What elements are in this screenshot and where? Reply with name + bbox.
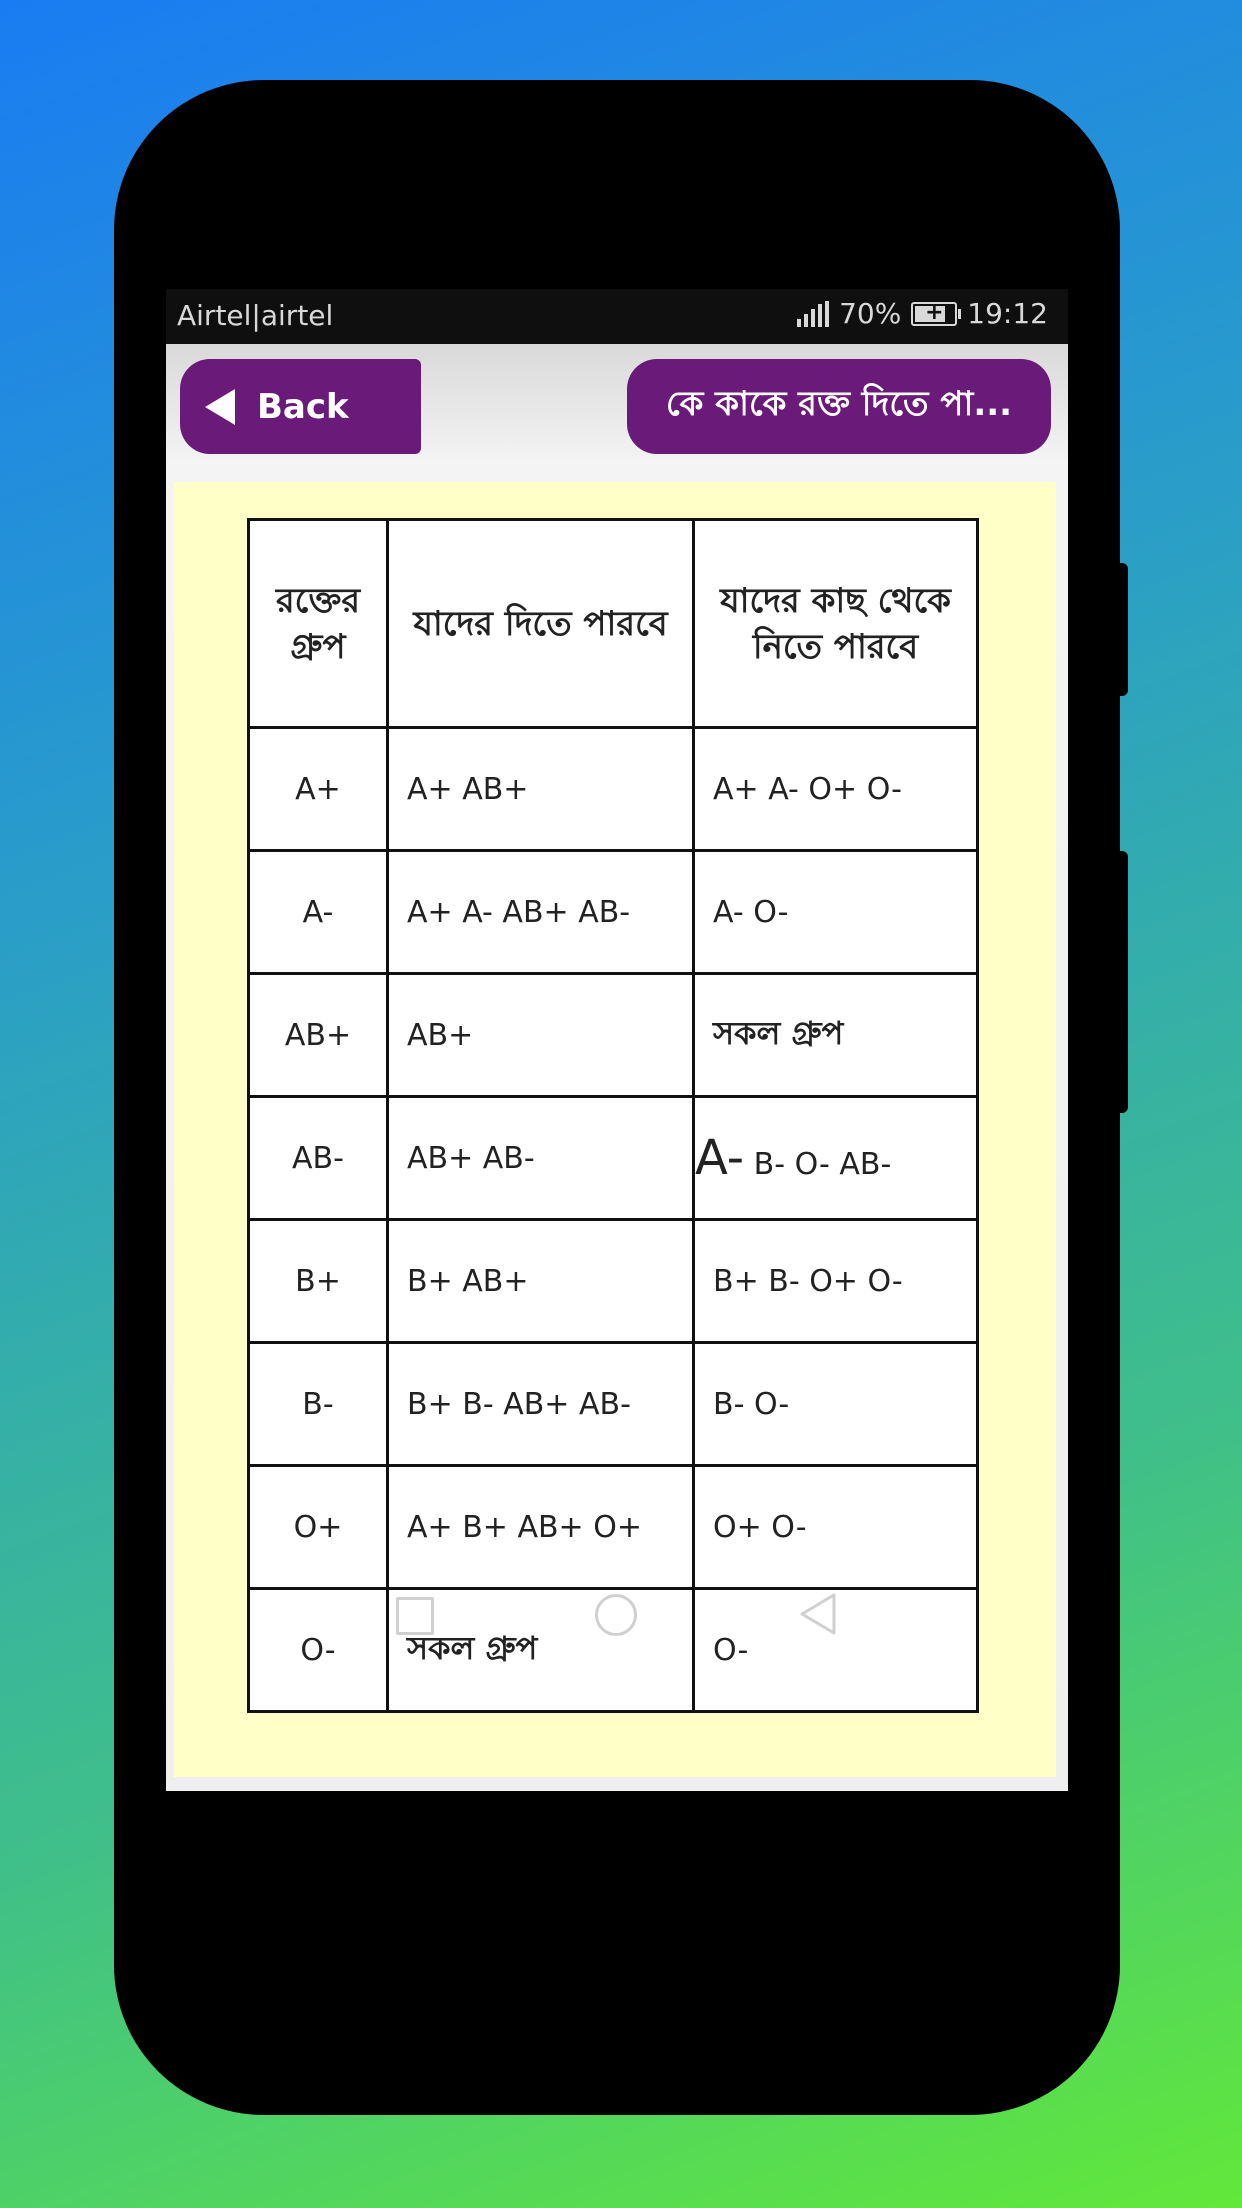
circle-icon[interactable] [595,1594,637,1636]
cell-group: B+ [249,1220,388,1343]
cell-receive [694,1097,978,1220]
charging-icon: + [925,299,944,325]
cell-receive: B- O- [694,1343,978,1466]
cell-receive: O+ O- [694,1466,978,1589]
cell-give: A+ AB+ [388,728,694,851]
header-group: রক্তের গ্রুপ [249,520,388,728]
clock: 19:12 [967,297,1048,330]
header-can-give: যাদের দিতে পারবে [388,520,694,728]
title-button[interactable] [627,359,1051,454]
cell-give: B+ AB+ [388,1220,694,1343]
status-right [797,297,1048,330]
cell-give: AB+ AB- [388,1097,694,1220]
cell-group: B- [249,1343,388,1466]
cell-group: A+ [249,728,388,851]
cell-give: A+ A- AB+ AB- [388,851,694,974]
cell-receive: সকল গ্রুপ [694,974,978,1097]
header-can-receive: যাদের কাছ থেকে নিতে পারবে [694,520,978,728]
cell-give: সকল গ্রুপ [388,1589,694,1712]
status-bar [166,289,1068,344]
cell-receive: A- O- [694,851,978,974]
cell-group: AB- [249,1097,388,1220]
cell-give: AB+ [388,974,694,1097]
cell-group: O+ [249,1466,388,1589]
table-row [249,851,978,974]
table-row [249,974,978,1097]
square-icon[interactable] [396,1597,434,1635]
table-row [249,1343,978,1466]
screen [166,289,1068,1791]
table-row [249,728,978,851]
power-button [1118,851,1128,1113]
table-header-row [249,520,978,728]
cell-receive: B+ B- O+ O- [694,1220,978,1343]
carrier-label: Airtel|airtel [177,299,334,332]
back-button-label: Back [257,386,349,427]
cell-group: A- [249,851,388,974]
content-panel [174,482,1056,1777]
back-button[interactable] [180,359,421,454]
cell-receive: A+ A- O+ O- [694,728,978,851]
cell-group: AB+ [249,974,388,1097]
battery-percent: 70% [839,297,902,330]
blood-group-table [247,518,979,1713]
cell-receive: O- [694,1589,978,1712]
volume-button [1118,563,1128,696]
back-arrow-icon [205,389,235,425]
battery-icon [911,299,957,326]
table-row [249,1466,978,1589]
cell-give: A+ B+ AB+ O+ [388,1466,694,1589]
table-row [249,1220,978,1343]
triangle-back-icon[interactable] [798,1592,838,1636]
cell-receive-rest: B- O- AB- [753,1147,892,1182]
toolbar [166,344,1068,482]
title-button-label: কে কাকে রক্ত দিতে পা... [665,384,1013,424]
table-row [249,1097,978,1220]
cell-receive-large: A- [695,1130,745,1186]
cell-give: B+ B- AB+ AB- [388,1343,694,1466]
signal-icon [797,301,829,327]
cell-group: O- [249,1589,388,1712]
app-content [166,344,1068,1791]
